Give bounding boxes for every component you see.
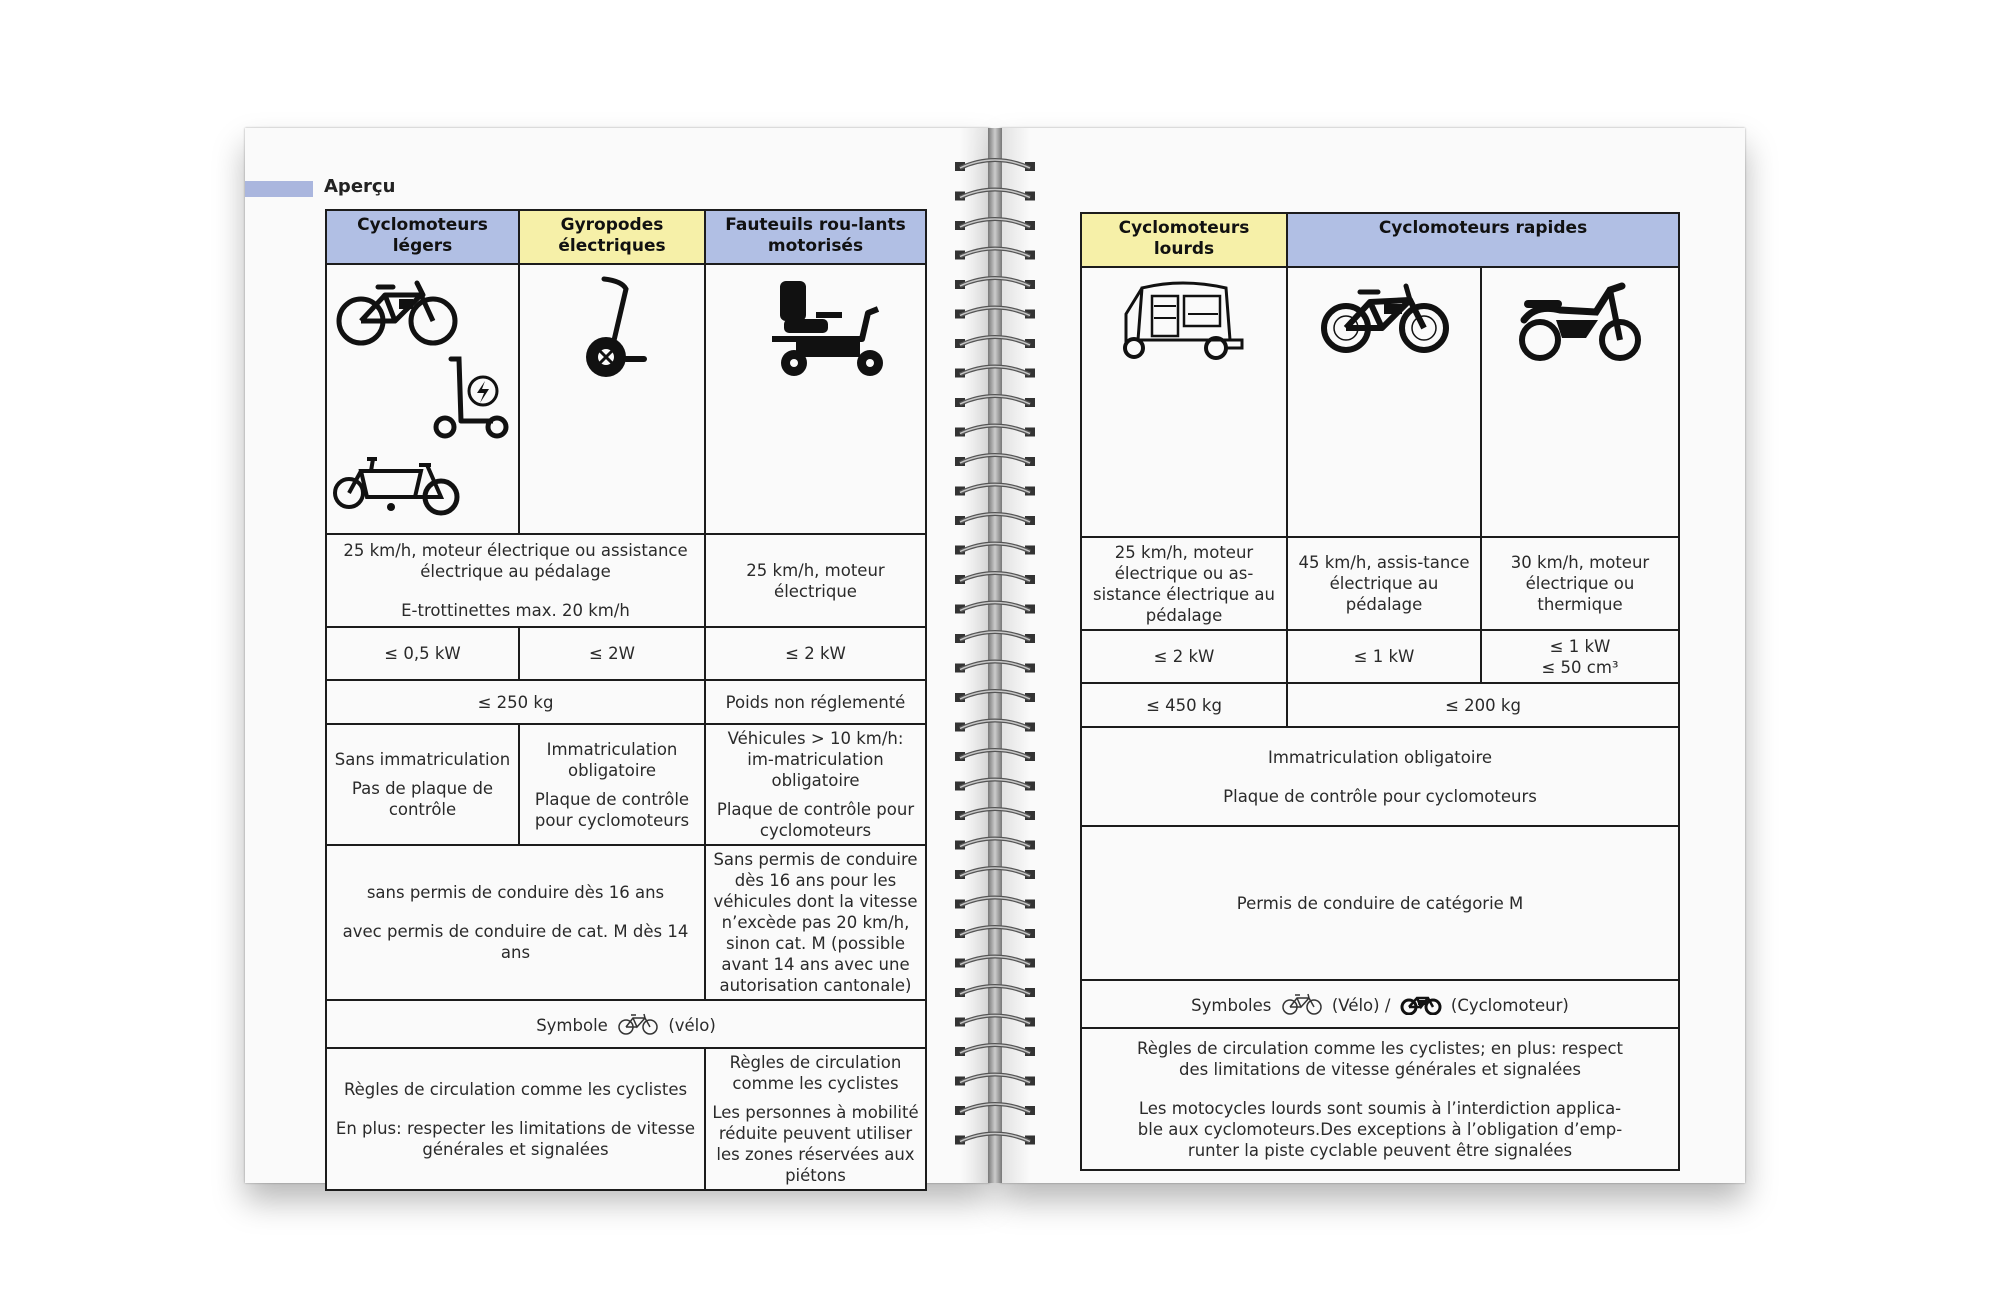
spiral-ring — [955, 898, 1035, 909]
power-moped-1: ≤ 1 kW — [1549, 636, 1611, 656]
spiral-ring — [955, 957, 1035, 968]
bicycle-symbol-icon — [617, 1013, 659, 1035]
weight-wheelchair: Poids non réglementé — [705, 680, 926, 724]
spiral-ring — [955, 426, 1035, 437]
rules-wheel-1: Règles de circulation comme les cyclistes — [729, 1053, 902, 1093]
spiral-ring — [955, 544, 1035, 555]
spiral-ring — [955, 249, 1035, 260]
header-heavy-mopeds: Cyclomoteurs lourds — [1081, 213, 1287, 267]
spiral-ring — [955, 927, 1035, 938]
license-light-1: sans permis de conduire dès 16 ans — [366, 883, 665, 902]
spiral-ring — [955, 160, 1035, 171]
registration-wheel-2: Plaque de contrôle pour cyclomoteurs — [716, 800, 915, 840]
registration-light — [326, 724, 519, 845]
registration-gyro-2: Plaque de contrôle pour cyclomoteurs — [534, 789, 690, 830]
spiral-ring — [955, 1016, 1035, 1027]
spiral-ring — [955, 662, 1035, 673]
registration-right-1: Immatriculation obligatoire — [1267, 747, 1493, 767]
spiral-ring — [955, 750, 1035, 761]
spiral-ring — [955, 308, 1035, 319]
cargo-bike-icon — [331, 441, 461, 521]
spiral-ring — [955, 573, 1035, 584]
spiral-ring — [955, 396, 1035, 407]
license-wheelchair: Sans permis de conduire dès 16 ans pour les véhicules dont la vitesse n’excède pas 20 km/h, sinon cat. M (possible avant 14 ans avec une autorisation cantonale) — [705, 845, 926, 1000]
symbols-row-right — [1081, 980, 1679, 1028]
power-gyro: ≤ 2W — [519, 627, 705, 680]
registration-wheel-1: Véhicules > 10 km/h: im-matriculation obligatoire — [727, 729, 904, 790]
moped-symbol-icon — [1400, 993, 1442, 1015]
spiral-ring — [955, 190, 1035, 201]
rules-right-1: Règles de circulation comme les cyclistes; en plus: respect des limitations de vitesse générales et signalées — [1136, 1038, 1624, 1079]
symbols-cyclo: (Cyclomoteur) — [1450, 995, 1569, 1015]
symbol-suffix: (vélo) — [668, 1015, 716, 1035]
spiral-ring — [955, 632, 1035, 643]
section-title: Aperçu — [324, 176, 396, 197]
registration-right-2: Plaque de contrôle pour cyclomoteurs — [1223, 786, 1537, 806]
speed-fast-ebike: 45 km/h, assis-tance électrique au pédalage — [1287, 537, 1481, 630]
spiral-ring — [955, 1075, 1035, 1086]
rules-light-1: Règles de circulation comme les cyclistes — [343, 1079, 688, 1099]
registration-gyro-1: Immatriculation obligatoire — [546, 739, 678, 780]
rules-light-gyro — [326, 1048, 705, 1190]
ebike-icon — [333, 275, 463, 347]
rules-wheel-2: Les personnes à mobilité réduite peuvent utiliser les zones réservées aux piétons — [712, 1103, 919, 1185]
spiral-ring — [955, 1045, 1035, 1056]
section-marker — [245, 181, 313, 197]
header-gyropodes: Gyropodes électriques — [519, 210, 705, 264]
power-light: ≤ 0,5 kW — [326, 627, 519, 680]
light-mopeds-images — [326, 264, 519, 534]
spiral-ring — [955, 455, 1035, 466]
spiral-ring — [955, 1134, 1035, 1145]
symbol-prefix: Symbole — [536, 1015, 608, 1035]
speed-moped: 30 km/h, moteur électrique ou thermique — [1481, 537, 1679, 630]
moped-image — [1481, 267, 1679, 537]
spiral-ring — [955, 868, 1035, 879]
rules-right — [1081, 1028, 1679, 1170]
spiral-ring — [955, 485, 1035, 496]
spiral-ring — [955, 367, 1035, 378]
power-fast-ebike: ≤ 1 kW — [1287, 630, 1481, 683]
license-right: Permis de conduire de catégorie M — [1081, 826, 1679, 980]
spiral-ring — [955, 1104, 1035, 1115]
spiral-ring — [955, 721, 1035, 732]
weight-light-gyro: ≤ 250 kg — [326, 680, 705, 724]
spiral-ring — [955, 219, 1035, 230]
speed-light-gyro — [326, 534, 705, 627]
symbols-velo: (Vélo) / — [1331, 995, 1391, 1015]
spiral-ring — [955, 986, 1035, 997]
spiral-ring — [955, 691, 1035, 702]
power-wheelchair: ≤ 2 kW — [705, 627, 926, 680]
speed-heavy: 25 km/h, moteur électrique ou as-sistance électrique au pédalage — [1081, 537, 1287, 630]
spiral-ring — [955, 514, 1035, 525]
rules-right-2: Les motocycles lourds sont soumis à l’interdiction applica-ble aux cyclomoteurs.Des exceptions à l’obligation d’emp-runter la piste cyclable peuvent être signalées — [1137, 1098, 1623, 1160]
registration-right — [1081, 727, 1679, 826]
fast-ebike-image — [1287, 267, 1481, 537]
overview-table-left — [325, 209, 927, 1191]
header-fast-mopeds: Cyclomoteurs rapides — [1287, 213, 1679, 267]
spiral-ring — [955, 780, 1035, 791]
header-wheelchairs: Fauteuils rou-lants motorisés — [705, 210, 926, 264]
fast-ebike-icon — [1320, 278, 1450, 358]
bicycle-symbol-icon — [1281, 993, 1323, 1015]
gyropode-icon — [582, 275, 662, 385]
registration-wheelchair — [705, 724, 926, 845]
speed-wheelchair: 25 km/h, moteur électrique — [705, 534, 926, 627]
speed-light-line2: E-trottinettes max. 20 km/h — [401, 601, 630, 620]
power-heavy: ≤ 2 kW — [1081, 630, 1287, 683]
moped-icon — [1516, 276, 1646, 366]
overview-table-right — [1080, 212, 1680, 1171]
registration-gyro — [519, 724, 705, 845]
gyropode-image — [519, 264, 705, 534]
registration-light-2: Pas de plaque de contrôle — [351, 779, 494, 819]
heavy-moped-image — [1081, 267, 1287, 537]
spiral-ring — [955, 603, 1035, 614]
escooter-icon — [431, 353, 511, 443]
spiral-ring — [955, 839, 1035, 850]
spiral-ring — [955, 278, 1035, 289]
rules-light-2: En plus: respecter les limitations de vitesse générales et signalées — [335, 1118, 696, 1159]
wheelchair-image — [705, 264, 926, 534]
power-moped — [1481, 630, 1679, 683]
license-light-2: avec permis de conduire de cat. M dès 14 ans — [342, 922, 689, 962]
registration-light-1: Sans immatriculation — [334, 750, 511, 769]
spiral-binding — [955, 156, 1035, 1156]
symbol-row — [326, 1000, 926, 1048]
spiral-ring — [955, 337, 1035, 348]
tuktuk-icon — [1118, 278, 1248, 368]
weight-fast: ≤ 200 kg — [1287, 683, 1679, 727]
weight-heavy: ≤ 450 kg — [1081, 683, 1287, 727]
symbols-prefix: Symboles — [1191, 995, 1272, 1015]
spiral-ring — [955, 809, 1035, 820]
power-moped-2: ≤ 50 cm³ — [1541, 657, 1619, 677]
rules-wheelchair — [705, 1048, 926, 1190]
speed-light-line1: 25 km/h, moteur électrique ou assistance électrique au pédalage — [343, 541, 688, 581]
header-light-mopeds: Cyclomoteurs légers — [326, 210, 519, 264]
wheelchair-scooter-icon — [766, 273, 896, 383]
license-light-gyro — [326, 845, 705, 1000]
